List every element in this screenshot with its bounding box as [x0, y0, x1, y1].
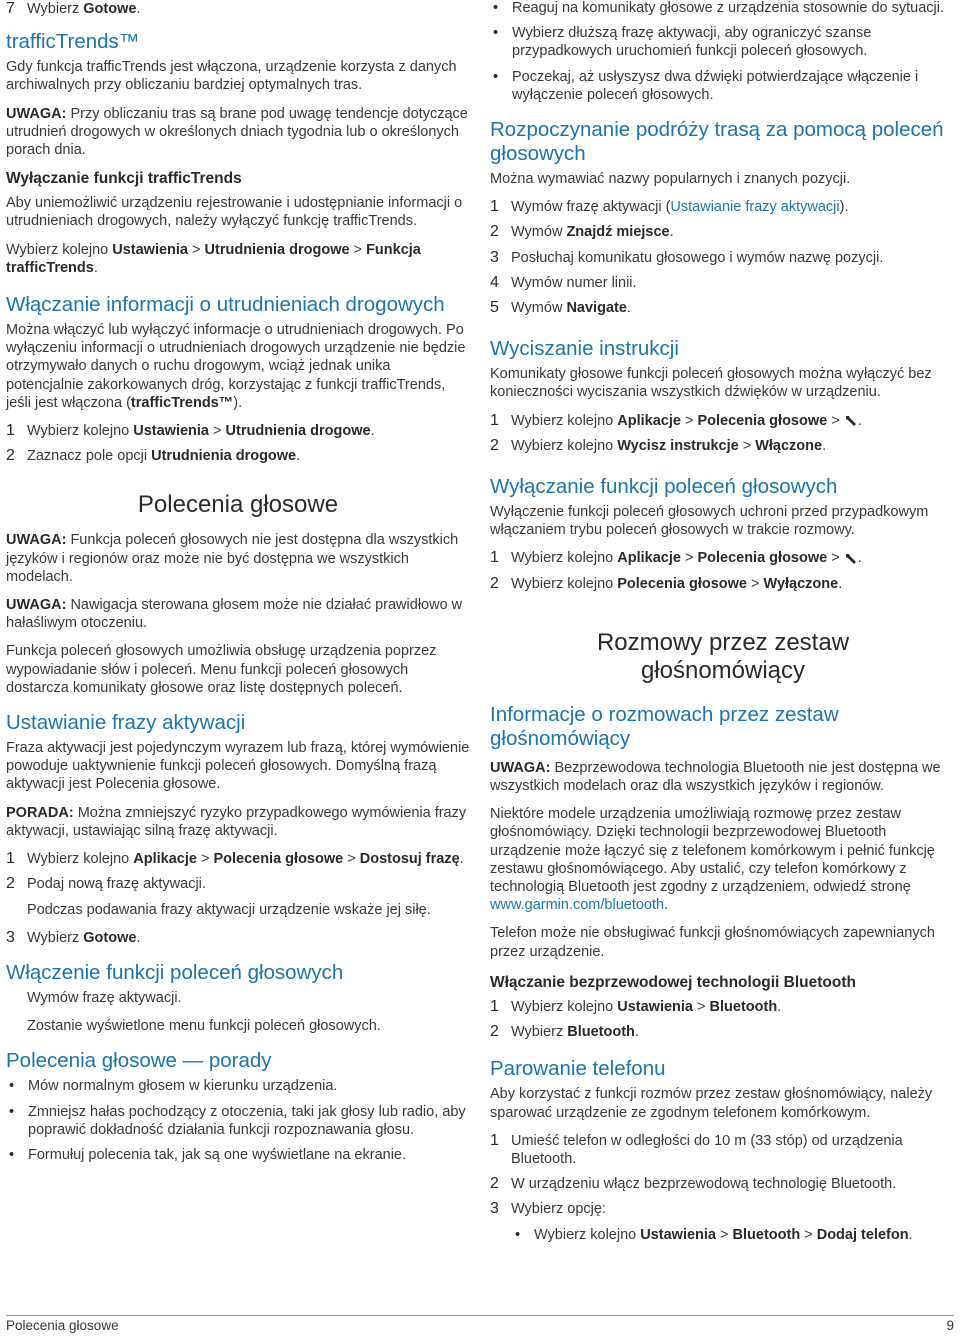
- handsfree-info-heading: Informacje o rozmowach przez zestaw głośnomówiący: [490, 702, 839, 750]
- voice-tips-heading: Polecenia głosowe — porady: [6, 1049, 272, 1073]
- pairing-step-2: 2 W urządzeniu włącz bezprzewodową technologię Bluetooth.: [490, 1175, 897, 1193]
- start-trip-step-3: 3 Posłuchaj komunikatu głosowego i wymów nazwę pozycji.: [490, 248, 884, 266]
- wake-phrase-heading: Ustawianie frazy aktywacji: [6, 711, 246, 735]
- enable-voice-heading: Włączenie funkcji poleceń głosowych: [6, 960, 344, 984]
- list-item: • Poczekaj, aż usłyszysz dwa dźwięki potwierdzające włączenie i wyłączenie poleceń głosowych.: [490, 68, 956, 104]
- voice-tips-list-continued: [490, 0, 956, 104]
- left-column: [0, 0, 470, 1174]
- enable-traffic-info-text: Można włączyć lub wyłączyć informacje o utrudnieniach drogowych. Po wyłączeniu informacji o utrudnieniach drogowych urządzenie nie będzie otrzymywało danych o ruchu drogowym, wciąż jednak unika potencjalnie zakorkowanych dróg, korzystając z funkcji trafficTrends, jeśli jest włączona (trafficTrends™).: [6, 322, 466, 411]
- wake-phrase-text: Fraza aktywacji jest pojedynczym wyrazem lub frazą, której wymówienie powoduje uaktywnienie funkcji poleceń głosowych. Domyślną frazą aktywacji jest Polecenia głosowe.: [6, 740, 470, 793]
- pairing-heading: Parowanie telefonu: [490, 1057, 666, 1081]
- handsfree-text: Niektóre modele urządzenia umożliwiają rozmowę przez zestaw głośnomówiący. Dzięki technologii bezprzewodowej Bluetooth urządzenie może łączyć się z telefonem komórkowym i pełnić funkcję zestawu głośnomówiącego. Aby ustalić, czy telefon komórkowy z technologią Bluetooth jest zgodny z urządzeniem, odwiedź stronę www.garmin.com/bluetooth.: [490, 806, 935, 914]
- enable-bluetooth-step-1: 1 Wybierz kolejno Ustawienia > Bluetooth.: [490, 997, 782, 1015]
- wake-phrase-step-2: 2 Podaj nową frazę aktywacji.: [6, 875, 206, 893]
- wrench-icon: [844, 414, 858, 428]
- page-footer: [6, 1315, 954, 1336]
- wake-phrase-tip: PORADA: Można zmniejszyć ryzyko przypadkowego wymówienia frazy aktywacji, ustawiając silną frazę aktywacji.: [6, 804, 467, 839]
- right-column: [490, 0, 960, 1244]
- enable-bluetooth-step-2: 2 Wybierz Bluetooth.: [490, 1023, 639, 1041]
- disable-voice-step-1: 1 Wybierz kolejno Aplikacje > Polecenia głosowe > .: [490, 549, 862, 567]
- list-item: • Formułuj polecenia tak, jak są one wyświetlane na ekranie.: [6, 1146, 470, 1164]
- garmin-bluetooth-link[interactable]: www.garmin.com/bluetooth: [490, 897, 665, 914]
- disable-voice-text: Wyłączenie funkcji poleceń głosowych uchroni przed przypadkowym włączaniem trybu poleceń głosowych w trakcie rozmowy.: [490, 504, 929, 539]
- enable-voice-text-2: Zostanie wyświetlone menu funkcji poleceń głosowych.: [27, 1018, 381, 1035]
- wake-phrase-link[interactable]: Ustawianie frazy aktywacji: [670, 199, 840, 216]
- mute-heading: Wyciszanie instrukcji: [490, 337, 679, 361]
- voice-note-2: UWAGA: Nawigacja sterowana głosem może nie działać prawidłowo w hałaśliwym otoczeniu.: [6, 597, 463, 632]
- list-item: • Mów normalnym głosem w kierunku urządzenia.: [6, 1077, 470, 1095]
- wake-phrase-step-3: 3 Wybierz Gotowe.: [6, 928, 141, 946]
- wake-phrase-step-2-note: Podczas podawania frazy aktywacji urządzenie wskaże jej siłę.: [27, 901, 431, 918]
- wake-phrase-step-1: 1 Wybierz kolejno Aplikacje > Polecenia głosowe > Dostosuj frazę.: [6, 850, 464, 868]
- wrench-icon: [844, 552, 858, 566]
- mute-step-2: 2 Wybierz kolejno Wycisz instrukcje > Włączone.: [490, 436, 827, 454]
- disable-traffictrends-text: Aby uniemożliwić urządzeniu rejestrowanie i udostępnianie informacji o utrudnieniach drogowych, należy wyłączyć funkcję trafficTrends.: [6, 195, 463, 230]
- start-trip-step-5: 5 Wymów Navigate.: [490, 299, 631, 317]
- start-trip-step-4: 4 Wymów numer linii.: [490, 273, 637, 291]
- footer-section-title: Polecenia głosowe: [6, 1318, 119, 1333]
- disable-traffictrends-heading: Wyłączanie funkcji trafficTrends: [6, 170, 242, 188]
- list-item: • Reaguj na komunikaty głosowe z urządzenia stosownie do sytuacji.: [490, 0, 956, 17]
- pairing-step-1: 1 Umieść telefon w odległości do 10 m (33 stóp) od urządzenia Bluetooth.: [490, 1131, 903, 1167]
- handsfree-title: Rozmowy przez zestaw głośnomówiący: [596, 628, 850, 684]
- mute-step-1: 1 Wybierz kolejno Aplikacje > Polecenia głosowe > .: [490, 411, 862, 429]
- voice-tips-list: [6, 1077, 470, 1164]
- list-item: • Zmniejsz hałas pochodzący z otoczenia, taki jak głosy lub radio, aby poprawić dokładność działania funkcji rozpoznawania głosu.: [6, 1103, 470, 1139]
- traffictrends-note: UWAGA: Przy obliczaniu tras są brane pod uwagę tendencje dotyczące utrudnień drogowych w określonych dniach tygodnia lub o określonych porach dnia.: [6, 105, 468, 159]
- start-trip-heading: Rozpoczynanie podróży trasą za pomocą poleceń głosowych: [490, 118, 944, 166]
- step-7: 7 Wybierz Gotowe.: [6, 0, 141, 17]
- disable-traffictrends-path: Wybierz kolejno Ustawienia > Utrudnienia drogowe > Funkcja trafficTrends.: [6, 241, 421, 276]
- start-trip-step-1: 1 Wymów frazę aktywacji (Ustawianie frazy aktywacji).: [490, 198, 849, 216]
- handsfree-note: UWAGA: Bezprzewodowa technologia Bluetooth nie jest dostępna we wszystkich modelach oraz dla wszystkich języków i regionów.: [490, 759, 941, 795]
- enable-voice-text-1: Wymów frazę aktywacji.: [27, 989, 182, 1006]
- pairing-options-list: [512, 1226, 956, 1244]
- mute-text: Komunikaty głosowe funkcji poleceń głosowych można wyłączyć bez konieczności wyciszania wszystkich dźwięków w urządzeniu.: [490, 366, 932, 401]
- traffictrends-intro: Gdy funkcja trafficTrends jest włączona, urządzenie korzysta z danych archiwalnych przy obliczaniu bardziej optymalnych tras.: [6, 59, 457, 94]
- enable-traffic-info-heading: Włączanie informacji o utrudnieniach drogowych: [6, 293, 445, 317]
- enable-traffic-step-1: 1 Wybierz kolejno Ustawienia > Utrudnienia drogowe.: [6, 422, 375, 440]
- start-trip-step-2: 2 Wymów Znajdź miejsce.: [490, 223, 674, 241]
- list-item: • Wybierz kolejno Ustawienia > Bluetooth > Dodaj telefon.: [512, 1226, 956, 1244]
- enable-traffic-step-2: 2 Zaznacz pole opcji Utrudnienia drogowe.: [6, 447, 301, 465]
- traffictrends-heading: trafficTrends™: [6, 30, 140, 54]
- page-number: 9: [946, 1318, 954, 1333]
- enable-bluetooth-heading: Włączanie bezprzewodowej technologii Bluetooth: [490, 973, 856, 991]
- handsfree-text-2: Telefon może nie obsługiwać funkcji głośnomówiących zapewnianych przez urządzenie.: [490, 925, 935, 960]
- start-trip-text: Można wymawiać nazwy popularnych i znanych pozycji.: [490, 171, 851, 188]
- step-number: 7: [6, 0, 15, 17]
- pairing-step-3: 3 Wybierz opcję:: [490, 1200, 606, 1218]
- pairing-text: Aby korzystać z funkcji rozmów przez zestaw głośnomówiący, należy sparować urządzenie ze zgodnym telefonem komórkowym.: [490, 1086, 933, 1121]
- voice-intro-text: Funkcja poleceń głosowych umożliwia obsługę urządzenia poprzez wypowiadanie słów i poleceń. Menu funkcji poleceń głosowych dostarcza komunikaty głosowe oraz listę dostępnych poleceń.: [6, 643, 437, 696]
- disable-voice-step-2: 2 Wybierz kolejno Polecenia głosowe > Wyłączone.: [490, 574, 843, 592]
- list-item: • Wybierz dłuższą frazę aktywacji, aby ograniczyć szanse przypadkowych uruchomień funkcji poleceń głosowych.: [490, 24, 956, 60]
- voice-commands-title: Polecenia głosowe: [137, 491, 339, 519]
- disable-voice-heading: Wyłączanie funkcji poleceń głosowych: [490, 475, 838, 499]
- voice-note-1: UWAGA: Funkcja poleceń głosowych nie jest dostępna dla wszystkich języków i regionów oraz może nie być dostępna we wszystkich modelach.: [6, 532, 459, 585]
